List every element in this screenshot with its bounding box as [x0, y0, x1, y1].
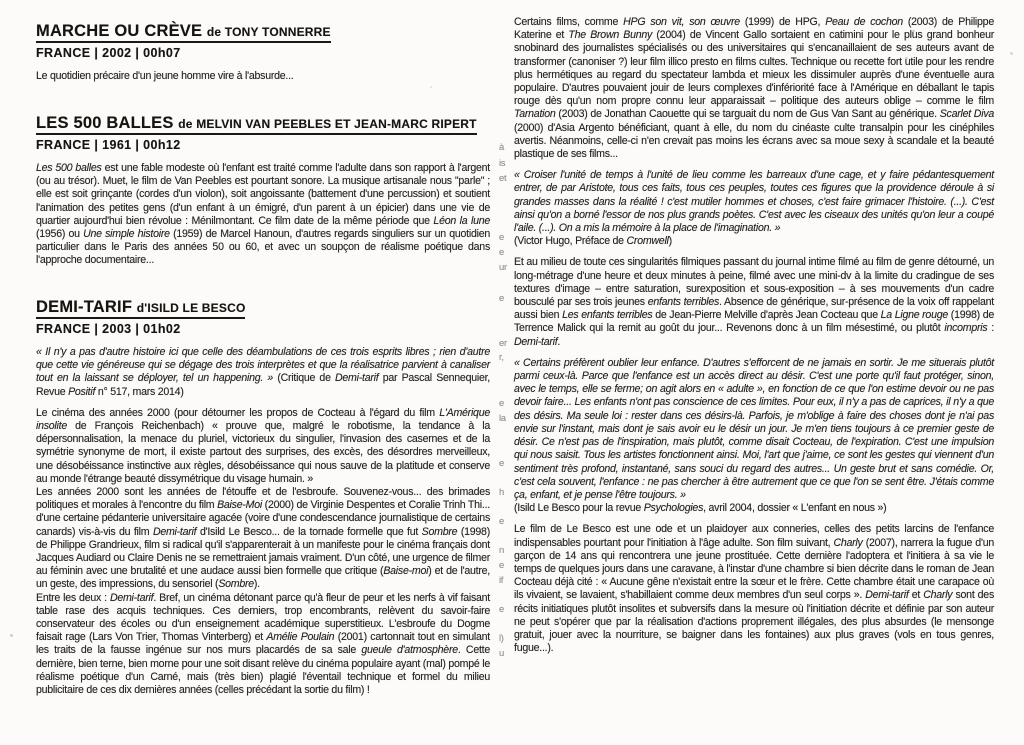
scan-gutter-fragment: er: [499, 338, 507, 349]
film-meta-line: FRANCE | 2002 | 00h07: [36, 46, 181, 61]
italic-text: La Ligne rouge: [880, 309, 948, 322]
body-paragraph: Les 500 balles est une fable modeste où l'enfant est traité comme l'adulte dans son rapport à l'argent (ou au trésor). Muet, le film de Van Peebles est pourtant sonore. La musique artisanale nous "parle" ; elle est soit grinçante (cordes d'un violon), soit angoissante (battement d'une percussion) et soutient l'animation des petites gens (d'un enfant à un émigré, d'un parent à un épicier) dans une vie de quartier aujourd'hui bien révolue : Ménilmontant. Ce film date de la même période que Léon la lune (1956) ou Une simple histoire (1959) de Marcel Hanoun, d'autres regards singuliers sur un quotidien particulier dans le Paris des années 50 ou 60, et avec un soupçon de réalisme poétique dans l'approche documentaire...: [36, 161, 490, 267]
title-underline: [36, 23, 331, 43]
film-meta-line: FRANCE | 2003 | 01h02: [36, 322, 181, 336]
scan-gutter-fragment: e: [499, 560, 504, 571]
italic-text: Charly: [923, 589, 953, 602]
scan-gutter-fragment: r,: [499, 352, 504, 363]
scan-gutter-fragment: e: [499, 398, 504, 409]
italic-text: Demi-tarif: [335, 372, 379, 385]
scan-speck: [1010, 52, 1013, 55]
italic-text: Une simple histoire: [83, 228, 170, 240]
italic-text: Demi-tarif: [109, 591, 154, 604]
italic-text: Baise-Moi: [217, 499, 262, 512]
italic-text: « Il n'y a pas d'autre histoire ici que celle des déambulations de ces trois esprits libres ; rien d'autre que cette vie généreuse qui se dégage des trois interprètes et que la réalisatrice parvient à canaliser tout en la laissant se déployer, tel un happening. »: [36, 346, 490, 385]
italic-text: Demi-tarif: [865, 589, 909, 602]
film-meta-line: FRANCE | 1961 | 00h12: [36, 137, 181, 152]
italic-text: Les 500 balles: [36, 161, 102, 174]
film-title-text: MARCHE OU CRÈVE: [36, 22, 203, 40]
scan-gutter-fragment: u: [499, 648, 504, 659]
body-paragraph: Le film de Le Besco est une ode et un plaidoyer aux conneries, celles des petits larcins de l'enfance indispensables pourtant pour l'initiation à l'âge adulte. Son film suivant, Charly (2007), narrera la fugue d'un garçon de 14 ans qui rencontrera une jeune prostituée. Cette dernière l'adoptera et l'initiera à sa vie le temps de quelques jours dans une caravane, à l'instar d'une chambre si bien décrite dans le roman de Jean Cocteau déjà cité : « Aucune gêne n'existait entre la sœur et le frère. Cette chambre était une carapace où ils vivaient, se lavaient, s'habillaient comme deux membres d'un seul corps ». Demi-tarif et Charly sont des récits initiatiques plutôt insolites et subversifs dans la mesure où l'initiation décrite et définie par son auteur ne peut s'opérer que par la réalisation d'actions proprement illégales, des plus absurdes (le mensonge gratuit, jouer avec la nourriture, se baigner dans les fontaines) aux plus graves (vols en tous genres, fugue...).: [514, 523, 994, 655]
scan-gutter-fragment: e: [499, 247, 504, 258]
italic-text: Baise-moi: [383, 565, 429, 578]
film-director-credit: de TONY TONNERRE: [206, 25, 331, 39]
italic-text: « Croiser l'unité de temps à l'unité de lieu comme les barreaux d'une cage, et y faire pédantesquement entrer, de par Aristote, tous ces faits, tous ces peuples, toutes ces figures que la providence déroule à si grandes masses dans la réalité ! c'est mutiler hommes et choses, c'est faire grimacer l'histoire. (...). C'est ainsi qu'on a borné l'essor de nos plus grands poètes. C'est avec les ciseaux des unités qu'on leur a coupé l'aile. (...). On a mis la mémoire à la place de l'imagination. »: [514, 169, 994, 235]
italic-text: Les enfants terribles: [562, 309, 653, 322]
italic-text: Demi-tarif: [152, 525, 197, 538]
film-director-credit: d'ISILD LE BESCO: [136, 300, 246, 315]
italic-text: Sombre: [421, 525, 458, 538]
italic-text: « Certains préfèrent oublier leur enfance. D'autres s'efforcent de ne jamais en sortir. Je me situerais plutôt parmi ceux-là. Parce que l'enfance est un accès direct au désir. C'est une porte qu'il faut protéger, sinon, avec le temps, elle se ferme; on agit alors en « adulte », en fonction de ce que l'on estime devoir ou ne pas devoir faire... Les enfants n'ont pas conscience de ces limites. Pour eux, il n'y a pas de caprices, il n'y a que des désirs. Ma seule loi : rester dans ces désirs-là. Parfois, je m'oblige à faire des choses dont je n'ai pas envie sur l'instant, mais dont je sais avoir eu le désir un jour. Je m'en tiens toujours à ce premier geste de désir. Ce n'est pas de l'inspiration, mais plutôt, comme disait Cocteau, de l'expiration. C'est une impulsion qui nous saisit. Tous les artistes fonctionnent ainsi. Moi, l'art que j'aime, ce sont les gestes qui viennent d'un sentiment très profond, instantané, sans souci du regard des autres... Un geste brut et sans comédie. Or, c'est cela souvent, l'enfance : ne pas chercher à être autrement que ce que l'on se sent être. J'étais comme ça, enfant, et je pense l'être toujours. »: [514, 356, 994, 501]
title-underline: [36, 115, 477, 135]
scan-gutter-fragment: e: [499, 604, 504, 615]
italic-text: The Brown Bunny: [568, 29, 653, 42]
scan-gutter-fragment: l): [499, 633, 504, 644]
body-paragraph: « Il n'y a pas d'autre histoire ici que celle des déambulations de ces trois esprits libres ; rien d'autre que cette vie généreuse qui se dégage des trois interprètes et que la réalisatrice parvient à canaliser tout en la laissant se déployer, tel un happening. » (Critique de Demi-tarif par Pascal Sennequier, Revue Positif n° 517, mars 2014): [36, 346, 490, 398]
body-paragraph: [514, 169, 994, 235]
column-right: [514, 16, 994, 697]
scan-speck: [928, 44, 930, 46]
scan-gutter-fragment: is: [499, 158, 506, 169]
scan-gutter-fragment: e: [499, 458, 504, 469]
italic-text: Amélie Poulain: [266, 631, 335, 644]
scan-speck: [10, 634, 13, 637]
body-paragraph: Le quotidien précaire d'un jeune homme vire à l'absurde...: [36, 70, 294, 83]
scan-speck: [430, 86, 432, 88]
italic-text: Charly: [833, 536, 863, 549]
scan-gutter-fragment: e: [499, 232, 504, 243]
scan-gutter-fragment: à: [499, 142, 504, 153]
film-title-text: LES 500 BALLES: [36, 113, 174, 132]
italic-text: Léon la lune: [433, 214, 490, 227]
body-paragraph: Le cinéma des années 2000 (pour détourner les propos de Cocteau à l'égard du film L'Amérique insolite de François Reichenbach) « prouve que, malgré le robotisme, la tendance à la dépersonnalisation, la menace du pluriel, victorieux du singulier, l'invasion des casernes et de la symétrie synonyme de mort, il existe partout des surprises, des excès, des désordres merveilleux, une désobéissance instinctive aux règles, désobéissance qui nous sauve de la platitude et conserve au monde l'étrange beauté dissymétrique du visage humain. »: [36, 406, 490, 485]
body-paragraph: Entre les deux : Demi-tarif. Bref, un cinéma détonant parce qu'à fleur de peur et les nerfs à vif faisant table rase des acquis techniques. Ces derniers, trop encombrants, relèvent du savoir-faire conservateur des écoles ou d'un enseignement académique superstitieux. L'esbroufe du Dogme faisait rage (Lars Von Trier, Thomas Vinterberg) et Amélie Poulain (2001) cartonnait tout en simulant les traits de la fausse ingénue sur nos murs placardés de sa sale gueule d'atmosphère. Cette dernière, bien terne, bien morne pour une soit disant relève du cinéma populaire ayant (mal) pompé le réalisme poétique d'un Carné, mais (très bien) plagié l'éventail technique et formel du milieu publicitaire de ces dix dernières années (celles précédant la sortie du film) !: [36, 591, 490, 697]
body-paragraph: Et au milieu de toute ces singularités filmiques passant du journal intime filmé au film de genre détourné, un long-métrage d'une heure et deux minutes à peine, filmé avec une mini-dv à la limite du cradingue de ses textures d'image – entre saturation, surexposition et sous-exposition – à ses mouvements d'un cadre bousculé par ses trois jeunes enfants terribles. Absence de générique, sur-présence de la voix off rappelant aussi bien Les enfants terribles de Jean-Pierre Melville d'après Jean Cocteau que La Ligne rouge (1998) de Terrence Malick qui la remit au goût du jour... Revenons donc à un film mésestimé, ou plutôt incompris : Demi-tarif.: [514, 256, 994, 348]
italic-text: HPG son vit, son œuvre: [623, 16, 740, 28]
scan-speck: [912, 30, 915, 32]
scan-speck: [588, 212, 592, 214]
scan-gutter-fragment: n: [499, 545, 504, 556]
italic-text: enfants terribles: [647, 296, 720, 309]
scan-gutter-fragment: if: [499, 575, 504, 586]
body-paragraph: Les années 2000 sont les années de l'étouffe et de l'esbroufe. Souvenez-vous... des brimades politiques et morales à l'encontre du film Baise-Moi (2000) de Virginie Despentes et Coralie Trinh Thi... d'une certaine pédanterie universitaire agacée (voire d'une condescendance journalistique de certains canards) vis-à-vis du film Demi-tarif d'Isild Le Besco... de la tornade formelle que fut Sombre (1998) de Philippe Grandrieux, film si radical qu'il s'apparenterait à un manifeste pour le cinéma français dont Jacques Audiard ou Claire Denis ne se remettraient jamais vraiment. D'un côté, une urgence de filmer au féminin avec une brutalité et une audace aussi bien formelle que critique (Baise-moi) et de l'autre, un geste, des impressions, du sensoriel (Sombre).: [36, 486, 490, 591]
scan-gutter-fragment: ur: [499, 262, 507, 273]
italic-text: Scarlet Diva: [939, 108, 995, 121]
scan-gutter-fragment: h: [499, 487, 504, 498]
quote-attribution: (Isild Le Besco pour la revue Psychologies, avril 2004, dossier « L'enfant en nous »): [514, 502, 887, 515]
scan-gutter-fragment: e: [499, 516, 504, 527]
film-title-text: DEMI-TARIF: [36, 297, 133, 316]
body-paragraph: Certains films, comme HPG son vit, son œuvre (1999) de HPG, Peau de cochon (2003) de Philippe Katerine et The Brown Bunny (2004) de Vincent Gallo sortaient en catimini pour le plus grand bonheur snobinard des journalistes spécialisés ou des universitaires qui s'encanaillaient de ses auteurs avant de transformer (canoniser ?) leur film illico presto en films cultes. Technique ou recette fort utile pour les rendre plus hermétiques au regard du spectateur lambda et mieux les dissimuler auprès d'une éventuelle aura populaire. D'autres pouvaient jouir de leurs complexes d'infériorité face à l'Amérique en déballant le tapis rouge dès qu'un nom propre connu leur apparaissait – politique des auteurs oblige – comme le film Tarnation (2003) de Jonathan Caouette qui se targuait du nom de Gus Van Sant au générique. Scarlet Diva (2000) d'Asia Argento bénéficiant, quant à elle, du nom du cinéaste culte transalpin pour les cinéphiles avertis. Néanmoins, celle-ci n'en crevait pas moins les écrans avec sa moue sexy à scandale et la beauté plastique de ses films...: [514, 16, 995, 161]
film-title-heading: [36, 22, 490, 41]
italic-text: Sombre: [218, 578, 254, 591]
italic-text: L'Amérique insolite: [36, 406, 490, 433]
title-underline: [36, 299, 245, 319]
scan-speck: [300, 34, 302, 36]
italic-text: Positif: [68, 385, 96, 398]
italic-text: incompris: [944, 322, 988, 335]
italic-text: Demi-tarif: [514, 335, 558, 348]
scan-gutter-fragment: e: [499, 293, 504, 304]
scan-gutter-fragment: et: [499, 173, 507, 184]
film-title-heading: [36, 298, 490, 317]
film-director-credit: de MELVIN VAN PEEBLES ET JEAN-MARC RIPERT: [178, 116, 477, 131]
scan-gutter-fragment: la: [499, 413, 506, 424]
italic-text: gueule d'atmosphère: [361, 644, 458, 657]
scan-speck: [905, 57, 908, 59]
column-left: [36, 16, 490, 697]
film-title-heading: [36, 114, 490, 133]
italic-text: Tarnation: [514, 108, 556, 121]
italic-text: Peau de cochon: [825, 16, 903, 28]
body-paragraph: [514, 357, 994, 502]
italic-text: Cromwell: [626, 235, 669, 248]
quote-attribution: (Victor Hugo, Préface de Cromwell): [514, 235, 672, 248]
italic-text: Psychologies: [643, 502, 704, 515]
